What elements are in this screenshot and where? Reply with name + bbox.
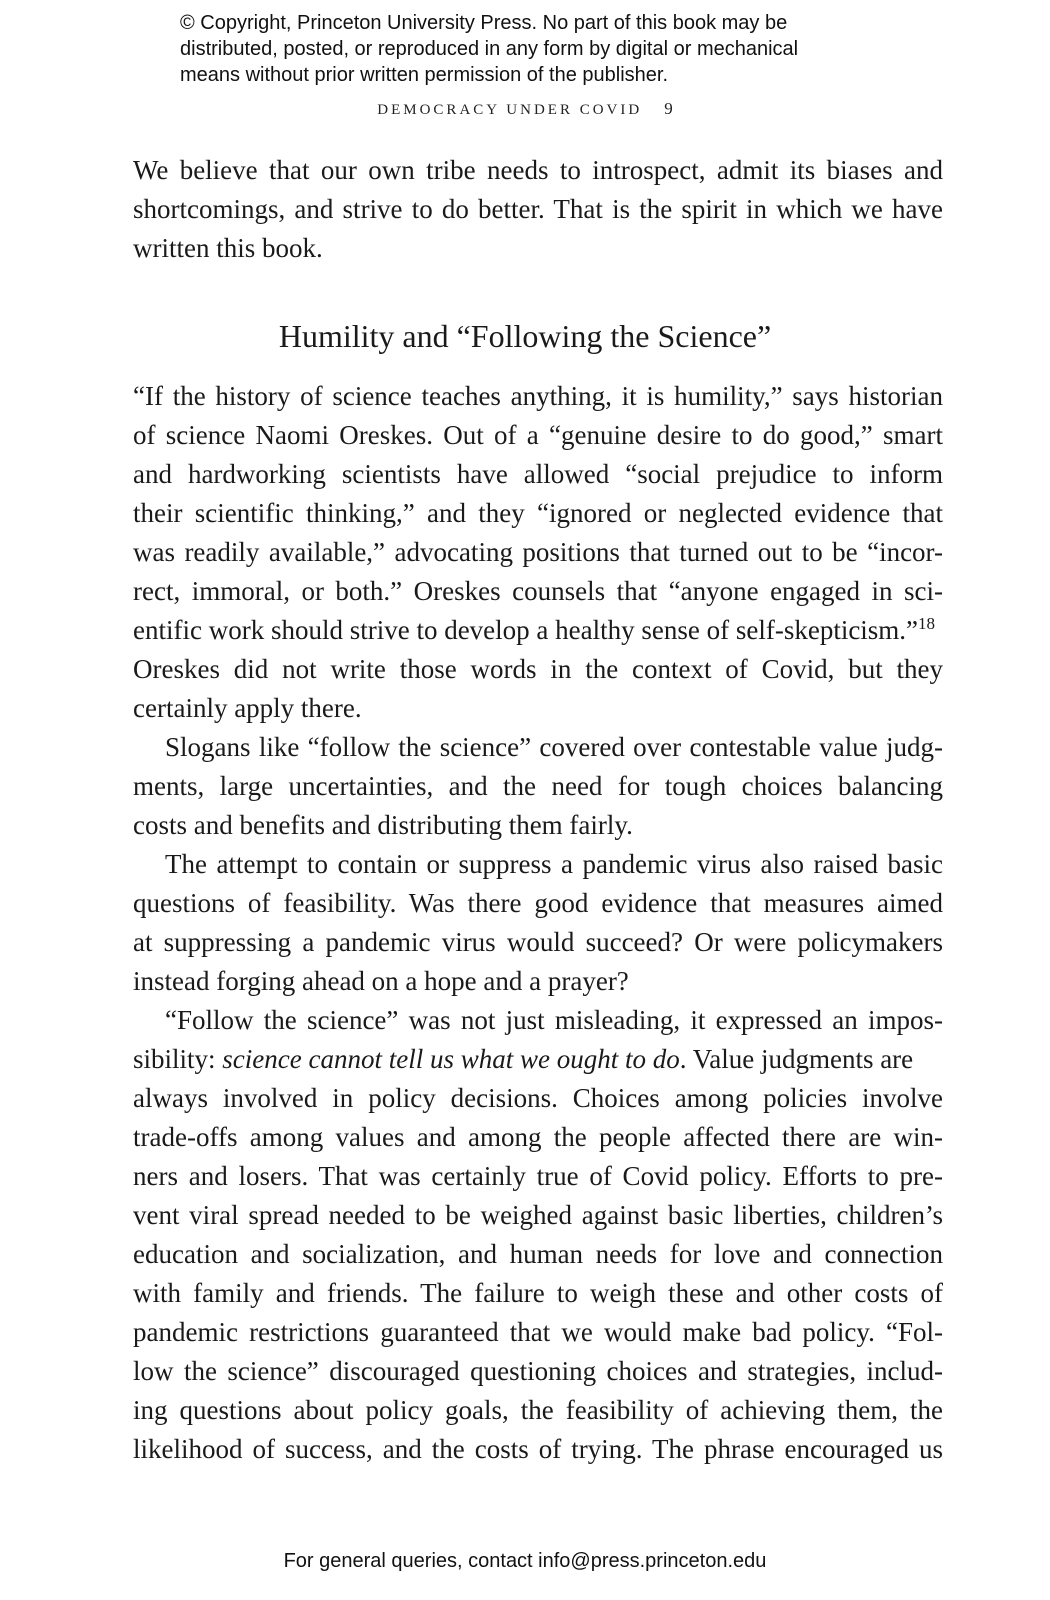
text-line: with family and friends. The failure to weigh these and other costs of (133, 1278, 943, 1308)
text-line: their scientific thinking,” and they “ignored or neglected evidence that (133, 498, 943, 528)
text-line: trade-offs among values and among the people affected there are win- (133, 1122, 943, 1152)
text-line: always involved in policy decisions. Choices among policies involve (133, 1083, 943, 1113)
text-line: ing questions about policy goals, the feasibility of achieving them, the (133, 1395, 943, 1425)
text-line: certainly apply there. (133, 693, 362, 723)
section-heading: Humility and “Following the Science” (278, 318, 772, 354)
text-segment: entific work should strive to develop a healthy sense of self-skepticism.” (133, 615, 919, 645)
text-line: questions of feasibility. Was there good evidence that measures aimed (133, 888, 943, 918)
footer-contact: For general queries, contact info@press.princeton.edu (283, 1550, 767, 1572)
text-line: pandemic restrictions guaranteed that we would make bad policy. “Fol- (133, 1317, 943, 1347)
text-line: at suppressing a pandemic virus would succeed? Or were policymakers (133, 927, 943, 957)
footnote-ref: 18 (918, 614, 936, 633)
copyright-line: distributed, posted, or reproduced in any form by digital or mechanical (180, 38, 799, 60)
page-number: 9 (664, 99, 673, 118)
text-line: vent viral spread needed to be weighed against basic liberties, children’s (133, 1200, 943, 1230)
text-line: likelihood of success, and the costs of trying. The phrase encouraged us (133, 1434, 943, 1464)
text-line: education and socialization, and human needs for love and connection (133, 1239, 943, 1269)
copyright-line: means without prior written permission of the publisher. (180, 64, 669, 86)
text-line: ners and losers. That was certainly true of Covid policy. Efforts to pre- (133, 1161, 943, 1191)
text-line: “If the history of science teaches anything, it is humility,” says historian (133, 381, 943, 411)
text-line: was readily available,” advocating positions that turned out to be “incor- (133, 537, 943, 567)
text-line: shortcomings, and strive to do better. That is the spirit in which we have (133, 194, 943, 224)
body-text (133, 377, 943, 1469)
text-line: We believe that our own tribe needs to introspect, admit its biases and (133, 155, 943, 185)
text-line: Oreskes did not write those words in the context of Covid, but they (133, 654, 943, 684)
text-line-with-italic (133, 1040, 943, 1079)
text-line: rect, immoral, or both.” Oreskes counsels that “anyone engaged in sci- (133, 576, 943, 606)
text-line-with-footnote (133, 611, 943, 650)
text-line: “Follow the science” was not just misleading, it expressed an impos- (165, 1005, 943, 1035)
copyright-line: © Copyright, Princeton University Press. No part of this book may be (180, 12, 788, 34)
intro-paragraph (133, 151, 943, 268)
text-line: Slogans like “follow the science” covered over contestable value judg- (165, 732, 943, 762)
text-line: low the science” discouraged questioning choices and strategies, includ- (133, 1356, 943, 1386)
italic-phrase: science cannot tell us what we ought to do (222, 1044, 680, 1074)
text-segment: sibility: (133, 1044, 223, 1074)
text-segment: . Value judgments are (679, 1044, 914, 1074)
text-line: costs and benefits and distributing them fairly. (133, 810, 633, 840)
running-head (0, 99, 1050, 119)
text-line: and hardworking scientists have allowed “social prejudice to inform (133, 459, 943, 489)
running-head-title: DEMOCRACY UNDER COVID (377, 102, 643, 118)
copyright-notice (180, 10, 940, 88)
text-line: written this book. (133, 233, 323, 263)
text-line: ments, large uncertainties, and the need for tough choices balancing (133, 771, 943, 801)
text-line: of science Naomi Oreskes. Out of a “genuine desire to do good,” smart (133, 420, 943, 450)
text-line: The attempt to contain or suppress a pandemic virus also raised basic (165, 849, 943, 879)
text-line: instead forging ahead on a hope and a prayer? (133, 966, 629, 996)
